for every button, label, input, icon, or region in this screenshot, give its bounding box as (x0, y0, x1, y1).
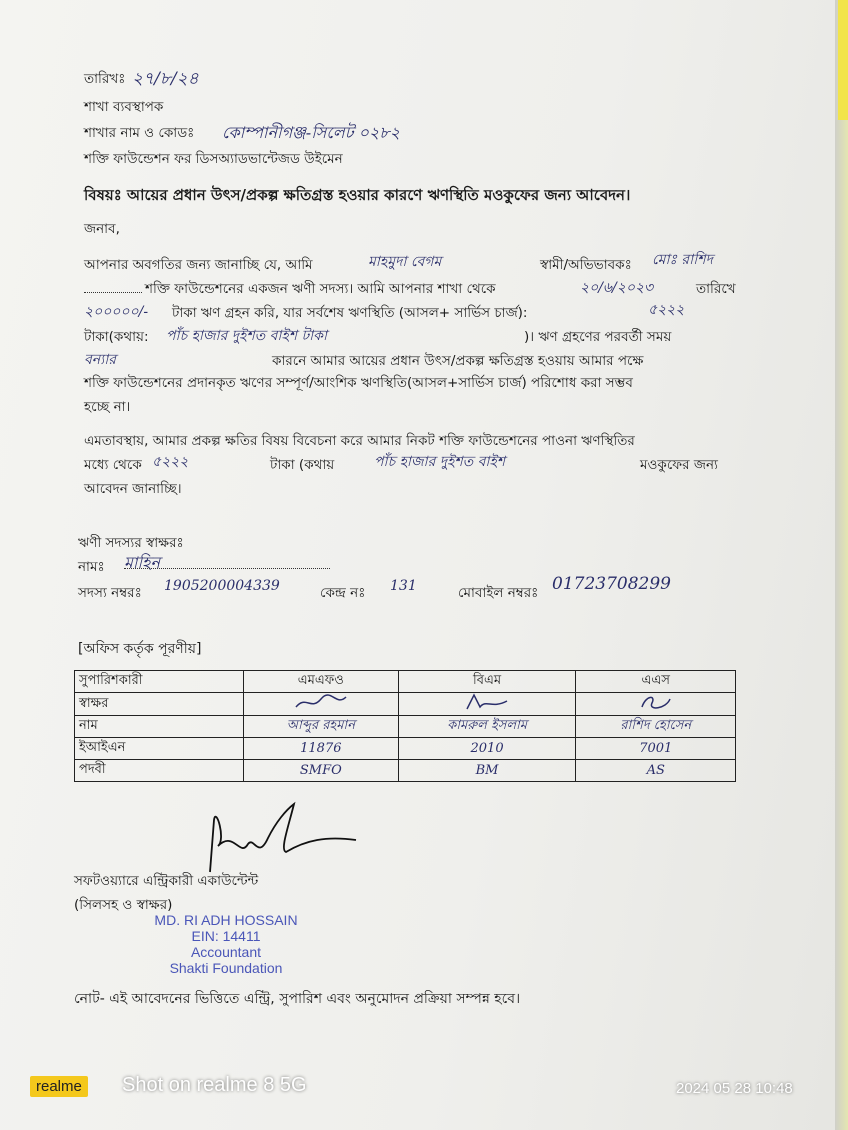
waiver-in-words: পাঁচ হাজার দুইশত বাইশ (374, 454, 506, 470)
stamp-role: Accountant (190, 944, 262, 960)
para1-l1-a: আপনার অবগতির জন্য জানাচ্ছি যে, আমি (84, 257, 313, 273)
member-no-value: 1905200004339 (164, 578, 280, 594)
ein-bm: 2010 (398, 738, 576, 760)
table-header-row (75, 671, 736, 693)
accountant-seal-label: (সিলসহ ও স্বাক্ষর) (74, 897, 173, 913)
background-edge (835, 0, 848, 1130)
para1-l7: হচ্ছে না। (84, 399, 131, 415)
member-name-value: মাহিন (124, 553, 161, 572)
line-manager: শাখা ব্যবস্থাপক (84, 99, 164, 115)
accountant-stamp (146, 912, 306, 976)
col-as: এএস (576, 671, 736, 693)
center-label: কেন্দ্র নঃ (320, 585, 366, 601)
table-row (75, 760, 736, 782)
designation-as: AS (576, 760, 736, 782)
col-bm: বিএম (398, 671, 576, 693)
member-name-label: নামঃ (78, 559, 105, 575)
designation-bm: BM (398, 760, 576, 782)
balance-amount: ৫২২২ (648, 302, 685, 318)
member-no-label: সদস্য নম্বরঃ (78, 585, 142, 601)
member-signature-label: ঋণী সদস্যর স্বাক্ষরঃ (78, 535, 184, 551)
para2-l2-a: মধ্যে থেকে (84, 457, 142, 473)
signature-mfo (244, 693, 399, 716)
guardian-name: মোঃ রাশিদ (652, 252, 713, 268)
org-line: শক্তি ফাউন্ডেশন ফর ডিসঅ্যাডভান্টেজড উইমেন (84, 151, 343, 167)
stamp-name: MD. RI ADH HOSSAIN (154, 912, 298, 928)
signature-scribble-icon (462, 693, 512, 711)
salutation: জনাব, (84, 221, 120, 237)
stamp-org: Shakti Foundation (169, 960, 283, 976)
date-value: ২৭/৮/২৪ (132, 69, 199, 89)
signature-scribble-icon (291, 693, 351, 711)
para2-l2-b: টাকা (কথায় (270, 457, 335, 473)
mobile-value: 01723708299 (552, 574, 671, 594)
para2-l2-c: মওকুফের জন্য (640, 457, 718, 473)
name-bm: কামরুল ইসলাম (398, 716, 576, 738)
branch-value: কোম্পানীগঞ্জ-সিলেট ০২৮২ (222, 123, 401, 142)
col-mfo: এমএফও (244, 671, 399, 693)
loan-date: ২০/৬/২০২৩ (580, 280, 654, 296)
col-recommender: সুপারিশকারী (75, 671, 244, 693)
row-label-designation: পদবী (75, 760, 244, 782)
row-label-name: নাম (75, 716, 244, 738)
center-value: 131 (390, 578, 417, 594)
name-as: রাশিদ হোসেন (576, 716, 736, 738)
stamp-ein: EIN: 14411 (191, 928, 261, 944)
para1-l4-b: )। ঋণ গ্রহণের পরবর্তী সময় (524, 329, 672, 345)
applicant-name: মাহমুদা বেগম (368, 254, 442, 270)
ein-mfo: 11876 (244, 738, 399, 760)
table-row (75, 693, 736, 716)
accountant-signature-icon (196, 800, 366, 880)
signature-scribble-icon (636, 693, 676, 711)
para2-l3: আবেদন জানাচ্ছি। (84, 481, 182, 497)
para1-l6: শক্তি ফাউন্ডেশনের প্রদানকৃত ঋণের সম্পূর্ণ/আংশিক ঋণস্থিতি(আসল+সার্ভিস চার্জ) পরিশোধ করা সম্ভব (84, 375, 633, 391)
waiver-amount: ৫২২২ (152, 454, 189, 470)
office-table (74, 670, 736, 782)
para1-l5-a: কারনে আমার আয়ের প্রধান উৎস/প্রকল্প ক্ষতিগ্রস্ত হওয়ায় আমার পক্ষে (272, 353, 644, 369)
shot-on-text: Shot on realme 8 5G (122, 1074, 307, 1096)
subject-line: বিষয়ঃ আয়ের প্রধান উৎস/প্রকল্প ক্ষতিগ্রস্ত হওয়ার কারণে ঋণস্থিতি মওকুফের জন্য আবেদন। (84, 186, 631, 204)
mobile-label: মোবাইল নম্বরঃ (458, 585, 539, 601)
para1-l3-a: টাকা ঋণ গ্রহন করি, যার সর্বশেষ ঋণস্থিতি (আসল+ সার্ভিস চার্জ): (172, 305, 528, 321)
branch-label: শাখার নাম ও কোডঃ (84, 125, 195, 141)
ein-as: 7001 (576, 738, 736, 760)
designation-mfo: SMFO (244, 760, 399, 782)
loss-reason: বন্যার (84, 352, 116, 368)
para2-l1: এমতাবস্থায়, আমার প্রকল্প ক্ষতির বিষয় বিবেচনা করে আমার নিকট শক্তি ফাউন্ডেশনের পাওনা ঋণস্থিতির (84, 433, 635, 449)
photo-timestamp: 2024 05 28 10:48 (676, 1080, 793, 1097)
signature-bm (398, 693, 576, 716)
row-label-ein: ইআইএন (75, 738, 244, 760)
para1-l4-a: টাকা(কথায়: (84, 329, 149, 345)
realme-logo: realme (30, 1076, 88, 1097)
para1-l1-b: স্বামী/অভিভাবকঃ (540, 257, 632, 273)
signature-as (576, 693, 736, 716)
balance-in-words: পাঁচ হাজার দুইশত বাইশ টাকা (166, 328, 328, 344)
date-label: তারিখঃ (84, 71, 126, 87)
para1-l2-a: শক্তি ফাউন্ডেশনের একজন ঋণী সদস্য। আমি আপনার শাখা থেকে (145, 281, 496, 297)
note-line: নোট- এই আবেদনের ভিত্তিতে এন্ট্রি, সুপারিশ এবং অনুমোদন প্রক্রিয়া সম্পন্ন হবে। (74, 991, 521, 1007)
yellow-edge (838, 0, 848, 120)
table-row (75, 738, 736, 760)
para1-l2-b: তারিখে (696, 281, 736, 297)
loan-amount: ২০০০০০/- (84, 304, 149, 320)
office-heading: [অফিস কর্তৃক পূরণীয়] (78, 641, 202, 657)
accountant-label: সফটওয়্যারে এন্ট্রিকারী একাউন্টেন্ট (74, 873, 259, 889)
table-row (75, 716, 736, 738)
row-label-signature: স্বাক্ষর (75, 693, 244, 716)
name-mfo: আব্দুর রহমান (244, 716, 399, 738)
